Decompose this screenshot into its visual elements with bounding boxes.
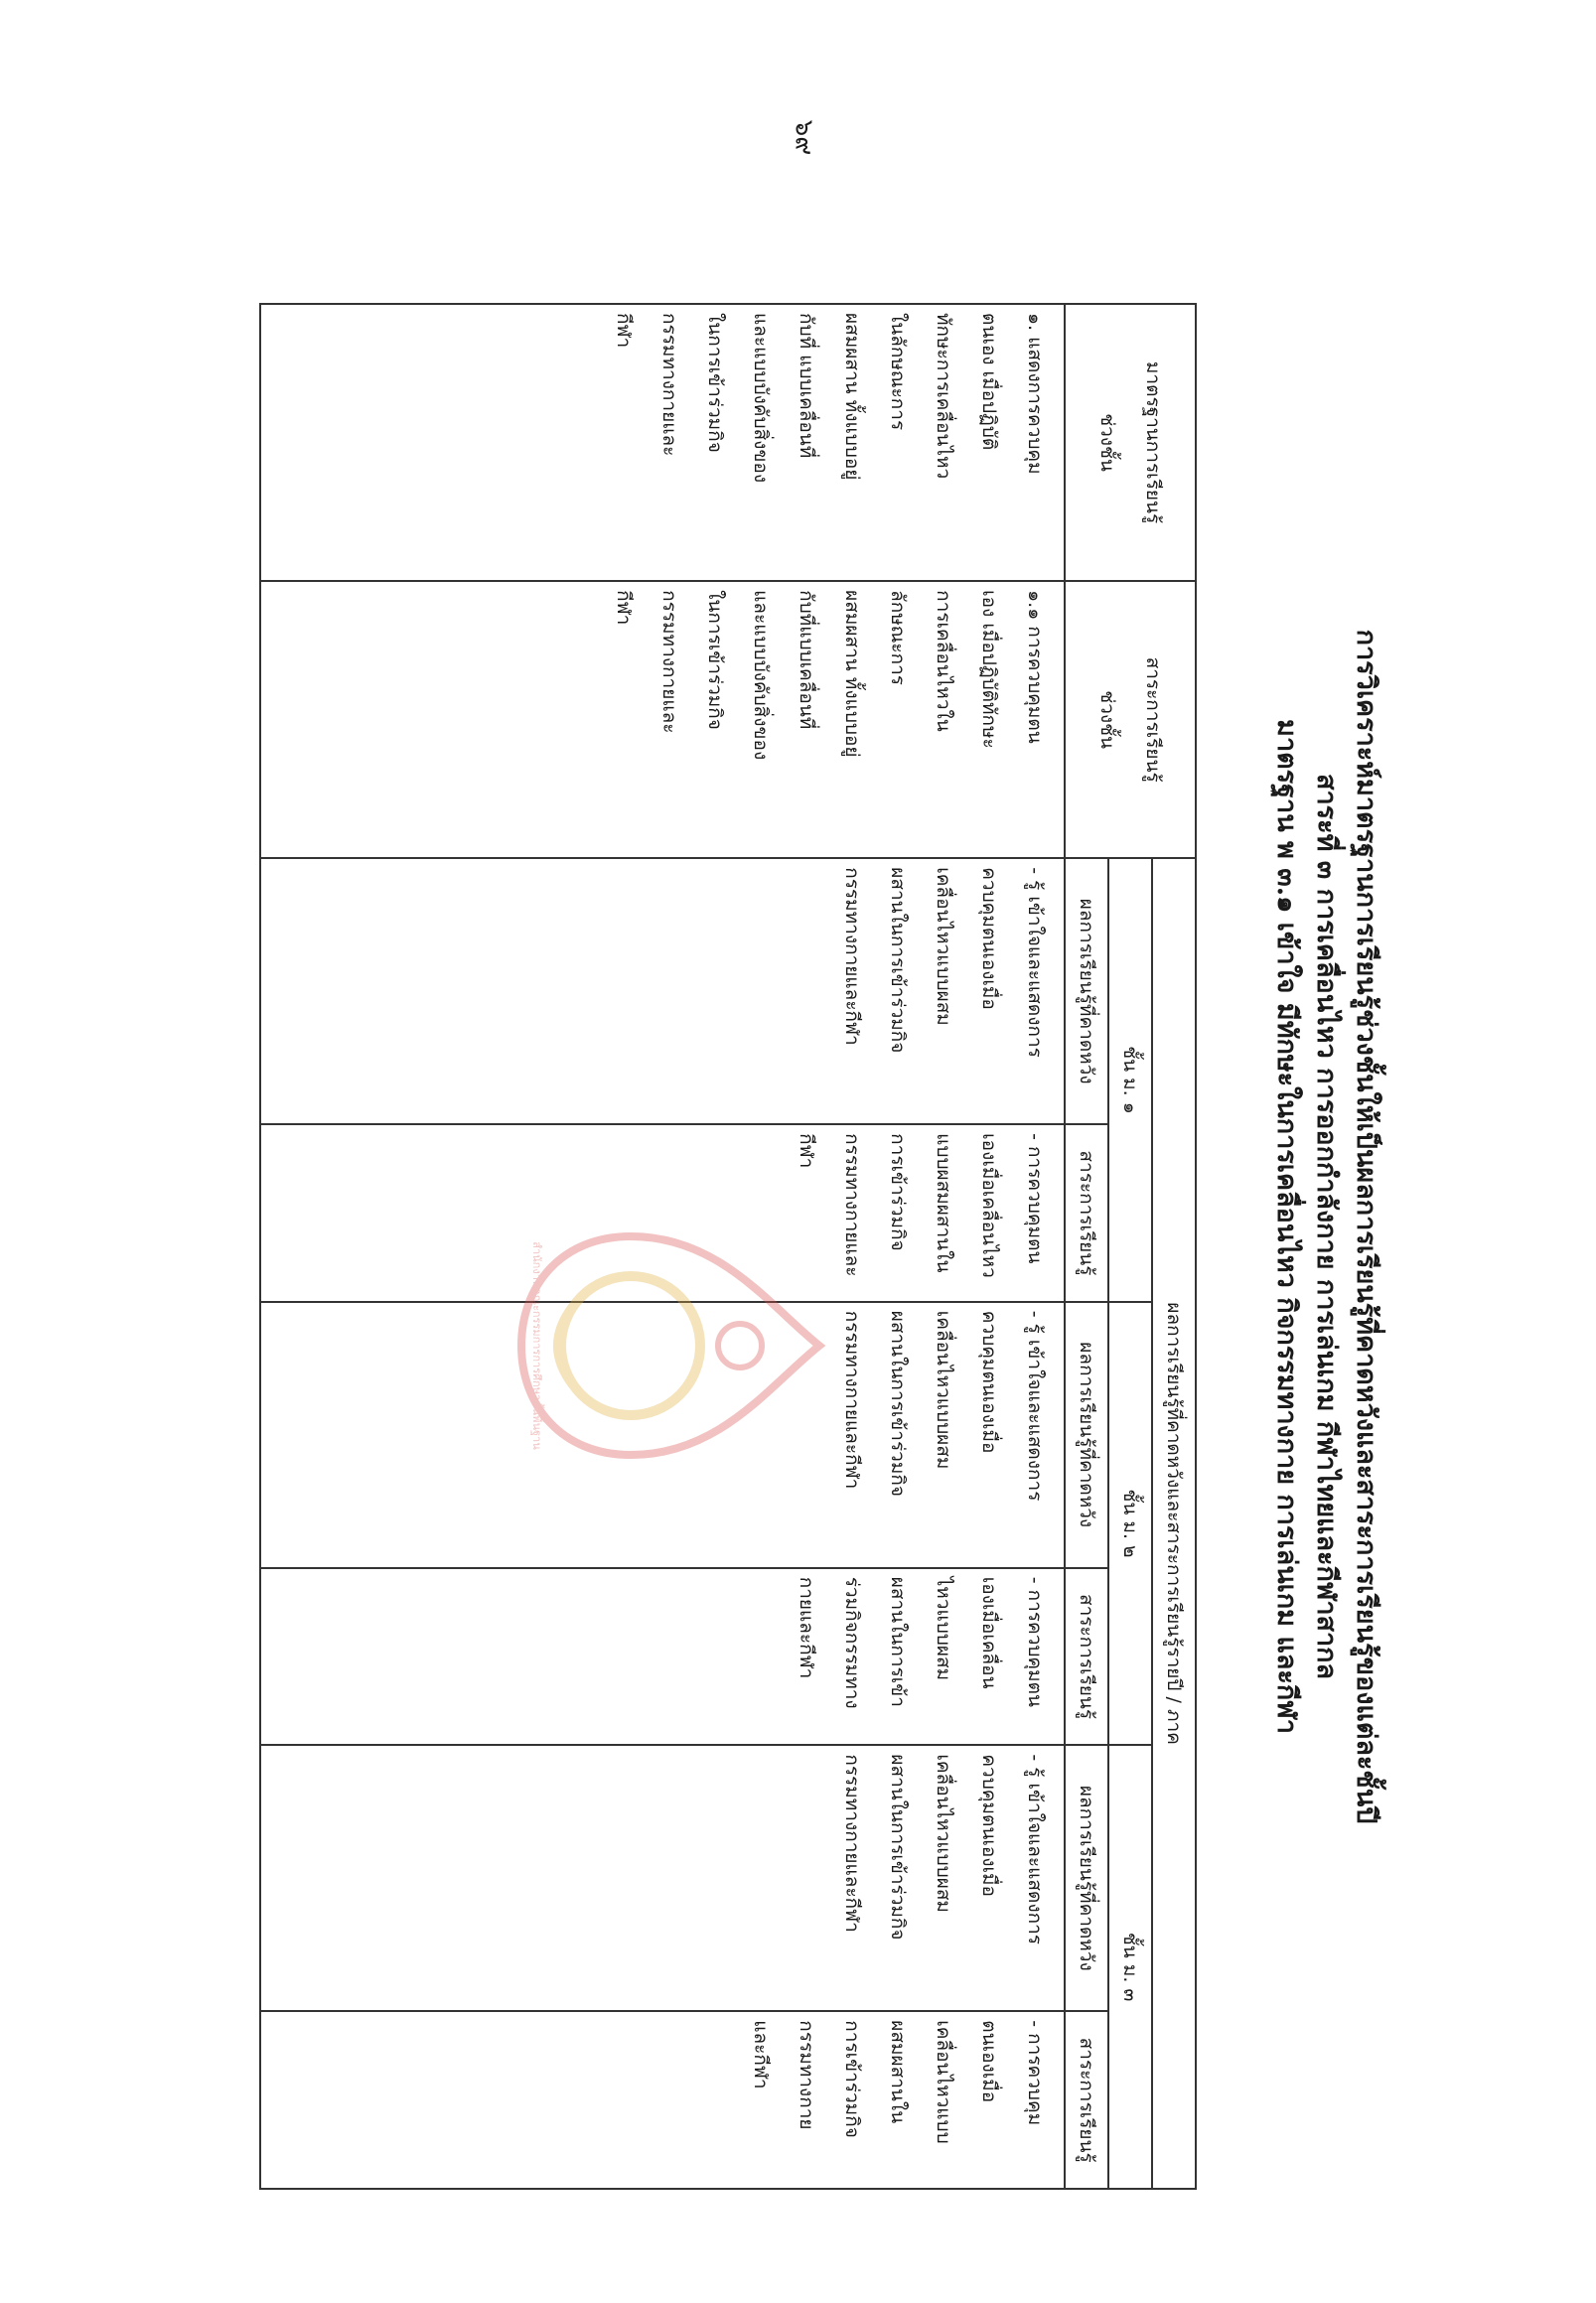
outcome-cell-3: - รู้ เข้าใจและแสดงการ ควบคุมตนเองเมื่อ เคลื่อนไหวแบบผสม ผสานในการเข้าร่วมกิจ กรรมทางกายและกีฬา [260,1745,1065,2011]
header-subcontent-2: สาระการเรียนรู้ [1065,1568,1108,1746]
header-outcome-2: ผลการเรียนรู้ที่คาดหวัง [1065,1302,1108,1568]
content-cell: ๑.๑ การควบคุมตน เอง เมื่อปฏิบัติทักษะ การเคลื่อนไหวใน ลักษณะการ ผสมผสาน ทั้งแบบอยู่ กับที่แบบเคลื่อนที่ และแบบบังคับสิ่งของ ในการเข้าร่วมกิจ กรรมทางกายและ กีฬา [260,581,1065,858]
title-block [1217,223,1385,2230]
subcontent-cell-2: - การควบคุมตน เองเมื่อเคลื่อน ไหวแบบผสม ผสานในการเข้า ร่วมกิจกรรมทาง กายและกีฬา [260,1568,1065,1746]
title-line-1: การวิเคราะห์มาตรฐานการเรียนรู้ช่วงชั้นให้เป็นผลการเรียนรู้ที่คาดหวังและสาระการเรียนรู้ของแต่ละชั้นปี [1351,629,1381,1824]
emblem-watermark-icon [511,1217,829,1475]
title-line-3: มาตรฐาน พ ๓.๑ เข้าใจ มีทักษะในการเคลื่อนไหว กิจกรรมทางกาย การเล่นเกม และกีฬา [1271,719,1302,1734]
header-content: สาระการเรียนรู้ ช่วงชั้น [1065,581,1196,858]
outcome-cell-1: - รู้ เข้าใจและแสดงการ ควบคุมตนเองเมื่อ เคลื่อนไหวแบบผสม ผสานในการเข้าร่วมกิจ กรรมทางกายและกีฬา [260,858,1065,1124]
outcome-cell-2: - รู้ เข้าใจและแสดงการ ควบคุมตนเองเมื่อ เคลื่อนไหวแบบผสม ผสานในการเข้าร่วมกิจ กรรมทางกายและกีฬา [260,1302,1065,1568]
watermark-text: สำนักงานคณะกรรมการการศึกษาขั้นพื้นฐาน [530,1241,543,1450]
header-row-1 [1152,304,1196,2189]
page-number: ๖๙ [789,119,819,156]
header-grade-2: ชั้น ม. ๒ [1108,1302,1152,1746]
rotated-sheet [65,223,1385,2230]
header-grade-1: ชั้น ม. ๑ [1108,858,1152,1302]
header-outcome-1: ผลการเรียนรู้ที่คาดหวัง [1065,858,1108,1124]
standard-cell: ๑. แสดงการควบคุม ตนเอง เมื่อปฏิบัติ ทักษะการเคลื่อนไหว ในลักษณะการ ผสมผสาน ทั้งแบบอยู่ กับที่ แบบเคลื่อนที่ และแบบบังคับสิ่งของ ในการเข้าร่วมกิจ กรรมทางกายและ กีฬา [260,304,1065,581]
subcontent-cell-1: - การควบคุมตน เองเมื่อเคลื่อนไหว แบบผสมผสานใน การเข้าร่วมกิจ กรรมทางกายและ กีฬา [260,1124,1065,1302]
header-grade-3: ชั้น ม. ๓ [1108,1745,1152,2189]
header-subcontent-3: สาระการเรียนรู้ [1065,2011,1108,2189]
header-standard: มาตรฐานการเรียนรู้ ช่วงชั้น [1065,304,1196,581]
header-group: ผลการเรียนรู้ที่คาดหวังและสาระการเรียนรู้รายปี / ภาค [1152,858,1196,2189]
title-line-2: สาระที่ ๓ การเคลื่อนไหว การออกกำลังกาย การเล่นเกม กีฬาไทยและกีฬาสากล [1311,773,1342,1680]
header-subcontent-1: สาระการเรียนรู้ [1065,1124,1108,1302]
subcontent-cell-3: - การควบคุม ตนเองเมื่อ เคลื่อนไหวแบบ ผสมผสานใน การเข้าร่วมกิจ กรรมทางกาย และกีฬา [260,2011,1065,2189]
header-outcome-3: ผลการเรียนรู้ที่คาดหวัง [1065,1745,1108,2011]
